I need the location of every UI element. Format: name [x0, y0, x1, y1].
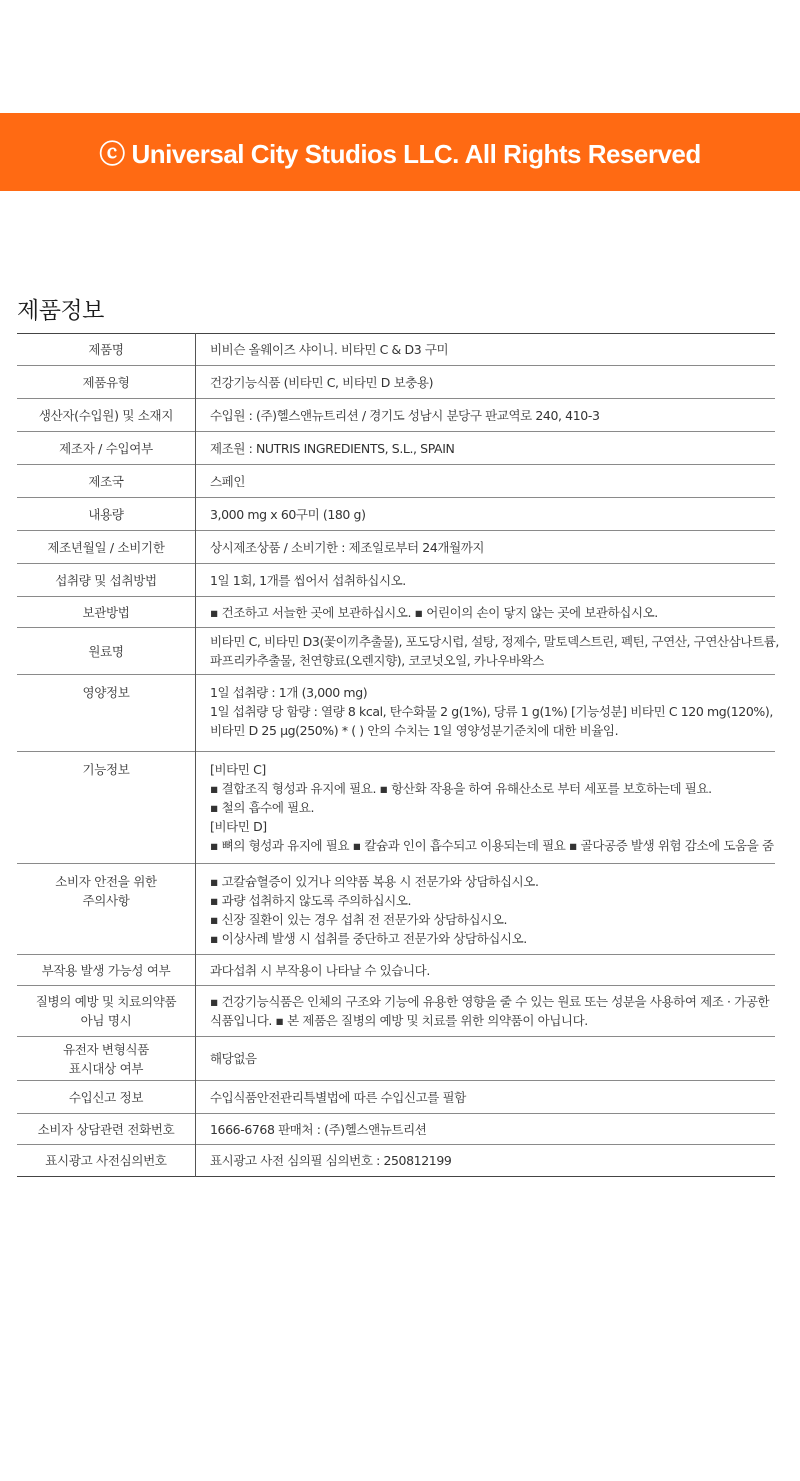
- row-value: [196, 864, 776, 955]
- row-value-line: 파프리카추출물, 천연향료(오렌지향), 코코넛오일, 카나우바왁스: [210, 653, 544, 668]
- row-value: [196, 465, 776, 498]
- row-value: [196, 955, 776, 986]
- row-value-line: 1일 섭취량 당 함량 : 열량 8 kcal, 탄수화물 2 g(1%), 당류 1 g(1%) [기능성분] 비타민 C 120 mg(120%),: [210, 704, 773, 719]
- row-value: [196, 675, 776, 752]
- row-label: [17, 675, 196, 752]
- row-label-text: 내용량: [88, 506, 124, 522]
- table-row: [17, 628, 775, 675]
- table-row: [17, 986, 775, 1037]
- row-value-line: 건강기능식품 (비타민 C, 비타민 D 보충용): [210, 374, 434, 390]
- row-label-text: 제조국: [88, 473, 124, 489]
- row-label-text: 부작용 발생 가능성 여부: [41, 962, 171, 978]
- row-label: [17, 955, 196, 986]
- row-label-text: 소비자 안전을 위한: [55, 874, 157, 889]
- row-label-text: 표시광고 사전심의번호: [45, 1153, 167, 1168]
- table-row: [17, 531, 775, 564]
- row-value-line: ▪ 철의 흡수에 필요.: [210, 800, 315, 815]
- row-value-line: 1666-6768 판매처 : (주)헬스앤뉴트리션: [210, 1121, 427, 1137]
- row-value-line: ▪ 신장 질환이 있는 경우 섭취 전 전문가와 상담하십시오.: [210, 912, 508, 927]
- row-label: [17, 864, 196, 955]
- row-value: [196, 564, 776, 597]
- row-value: [196, 752, 776, 864]
- row-label-text: 제조자 / 수입여부: [59, 440, 153, 456]
- row-label: [17, 465, 196, 498]
- row-label-text: 섭취량 및 섭취방법: [55, 572, 157, 588]
- row-label: [17, 1114, 196, 1145]
- row-label: [17, 399, 196, 432]
- row-value-line: 3,000 mg x 60구미 (180 g): [210, 506, 366, 522]
- table-row: [17, 675, 775, 752]
- row-value-line: 과다섭취 시 부작용이 나타날 수 있습니다.: [210, 962, 430, 978]
- row-label: [17, 1081, 196, 1114]
- table-row: [17, 1145, 775, 1177]
- row-label: [17, 752, 196, 864]
- table-row: [17, 399, 775, 432]
- table-row: [17, 432, 775, 465]
- row-label: [17, 531, 196, 564]
- table-row: [17, 498, 775, 531]
- row-value-line: 수입원 : (주)헬스앤뉴트리션 / 경기도 성남시 분당구 판교역로 240, 410-3: [210, 407, 600, 423]
- row-label-text: 영양정보: [82, 685, 130, 700]
- table-row: [17, 955, 775, 986]
- row-label-text: 표시대상 여부: [68, 1060, 144, 1076]
- row-label-text: 주의사항: [82, 893, 130, 908]
- row-label-text: 수입신고 정보: [68, 1089, 144, 1105]
- row-value-line: ▪ 건조하고 서늘한 곳에 보관하십시오. ▪ 어린이의 손이 닿지 않는 곳에 보관하십시오.: [210, 604, 658, 620]
- row-value-line: [비타민 D]: [210, 819, 267, 834]
- row-value: [196, 1037, 776, 1081]
- row-value-line: ▪ 건강기능식품은 인체의 구조와 기능에 유용한 영향을 줄 수 있는 원료 또는 성분을 사용하여 제조 · 가공한: [210, 994, 770, 1009]
- row-label: [17, 1037, 196, 1081]
- row-label-text: 원료명: [88, 643, 124, 659]
- row-label-text: 제품유형: [82, 374, 130, 390]
- table-row: [17, 465, 775, 498]
- row-value-line: 상시제조상품 / 소비기한 : 제조일로부터 24개월까지: [210, 539, 485, 555]
- row-value-line: ▪ 결합조직 형성과 유지에 필요. ▪ 항산화 작용을 하여 유해산소로 부터 세포를 보호하는데 필요.: [210, 781, 712, 796]
- row-label: [17, 986, 196, 1037]
- row-value-line: 해당없음: [210, 1051, 257, 1066]
- row-value-line: 1일 섭취량 : 1개 (3,000 mg): [210, 685, 368, 700]
- row-value: [196, 366, 776, 399]
- row-label-text: 소비자 상담관련 전화번호: [37, 1121, 175, 1137]
- row-value-line: 1일 1회, 1개를 씹어서 섭취하십시오.: [210, 572, 406, 588]
- row-label: [17, 334, 196, 366]
- table-row: [17, 597, 775, 628]
- row-value-line: [비타민 C]: [210, 762, 266, 777]
- row-value-line: 표시광고 사전 심의필 심의번호 : 250812199: [210, 1153, 452, 1168]
- row-value: [196, 628, 779, 675]
- copyright-banner: [0, 113, 800, 191]
- row-label-text: 보관방법: [82, 604, 130, 620]
- row-value: [196, 334, 776, 366]
- copyright-text: ⓒ Universal City Studios LLC. All Rights Reserved: [99, 138, 701, 169]
- row-value-line: 제조원 : NUTRIS INGREDIENTS, S.L., SPAIN: [210, 440, 455, 456]
- row-value: [196, 986, 776, 1037]
- section-title: 제품정보: [17, 298, 104, 324]
- row-label: [17, 564, 196, 597]
- row-value-line: 비타민 C, 비타민 D3(꽃이끼추출물), 포도당시럽, 설탕, 정제수, 말토덱스트린, 펙틴, 구연산, 구연산삼나트륨,: [210, 634, 779, 649]
- row-label-text: 제조년월일 / 소비기한: [47, 539, 165, 555]
- row-label-text: 생산자(수입원) 및 소재지: [38, 407, 174, 423]
- row-label-text: 유전자 변형식품: [62, 1041, 150, 1057]
- table-row: [17, 1081, 775, 1114]
- table-row: [17, 752, 775, 864]
- row-label-text: 제품명: [88, 342, 124, 357]
- row-value-line: 스페인: [210, 473, 246, 489]
- row-value: [196, 399, 776, 432]
- row-value: [196, 1081, 776, 1114]
- row-label: [17, 498, 196, 531]
- product-info-table: [17, 333, 779, 1177]
- row-value-line: 식품입니다. ▪ 본 제품은 질병의 예방 및 치료를 위한 의약품이 아닙니다.: [210, 1013, 588, 1028]
- row-value: [196, 531, 776, 564]
- row-label-text: 아님 명시: [80, 1013, 132, 1028]
- table-row: [17, 334, 775, 366]
- table-row: [17, 564, 775, 597]
- row-value-line: ▪ 과량 섭취하지 않도록 주의하십시오.: [210, 893, 412, 908]
- row-label: [17, 432, 196, 465]
- row-label-text: 기능정보: [82, 762, 130, 777]
- row-label: [17, 628, 196, 675]
- row-label: [17, 1145, 196, 1177]
- row-value: [196, 498, 776, 531]
- table-row: [17, 366, 775, 399]
- table-row: [17, 864, 775, 955]
- row-value: [196, 1114, 776, 1145]
- row-value-line: 비비슨 올웨이즈 샤이니. 비타민 C & D3 구미: [210, 342, 449, 357]
- row-label: [17, 366, 196, 399]
- row-value: [196, 597, 776, 628]
- row-label: [17, 597, 196, 628]
- row-value-line: 비타민 D 25 μg(250%) * ( ) 안의 수치는 1일 영양성분기준치에 대한 비율임.: [210, 723, 619, 738]
- row-label-text: 질병의 예방 및 치료의약품: [35, 994, 177, 1009]
- table-row: [17, 1037, 775, 1081]
- row-value-line: 수입식품안전관리특별법에 따른 수입신고를 필함: [210, 1089, 466, 1105]
- row-value-line: ▪ 뼈의 형성과 유지에 필요 ▪ 칼슘과 인이 흡수되고 이용되는데 필요 ▪ 골다공증 발생 위험 감소에 도움을 줌: [210, 838, 774, 853]
- row-value-line: ▪ 고칼슘혈증이 있거나 의약품 복용 시 전문가와 상담하십시오.: [210, 874, 539, 889]
- row-value: [196, 432, 776, 465]
- row-value: [196, 1145, 776, 1177]
- row-value-line: ▪ 이상사례 발생 시 섭취를 중단하고 전문가와 상담하십시오.: [210, 931, 527, 946]
- table-row: [17, 1114, 775, 1145]
